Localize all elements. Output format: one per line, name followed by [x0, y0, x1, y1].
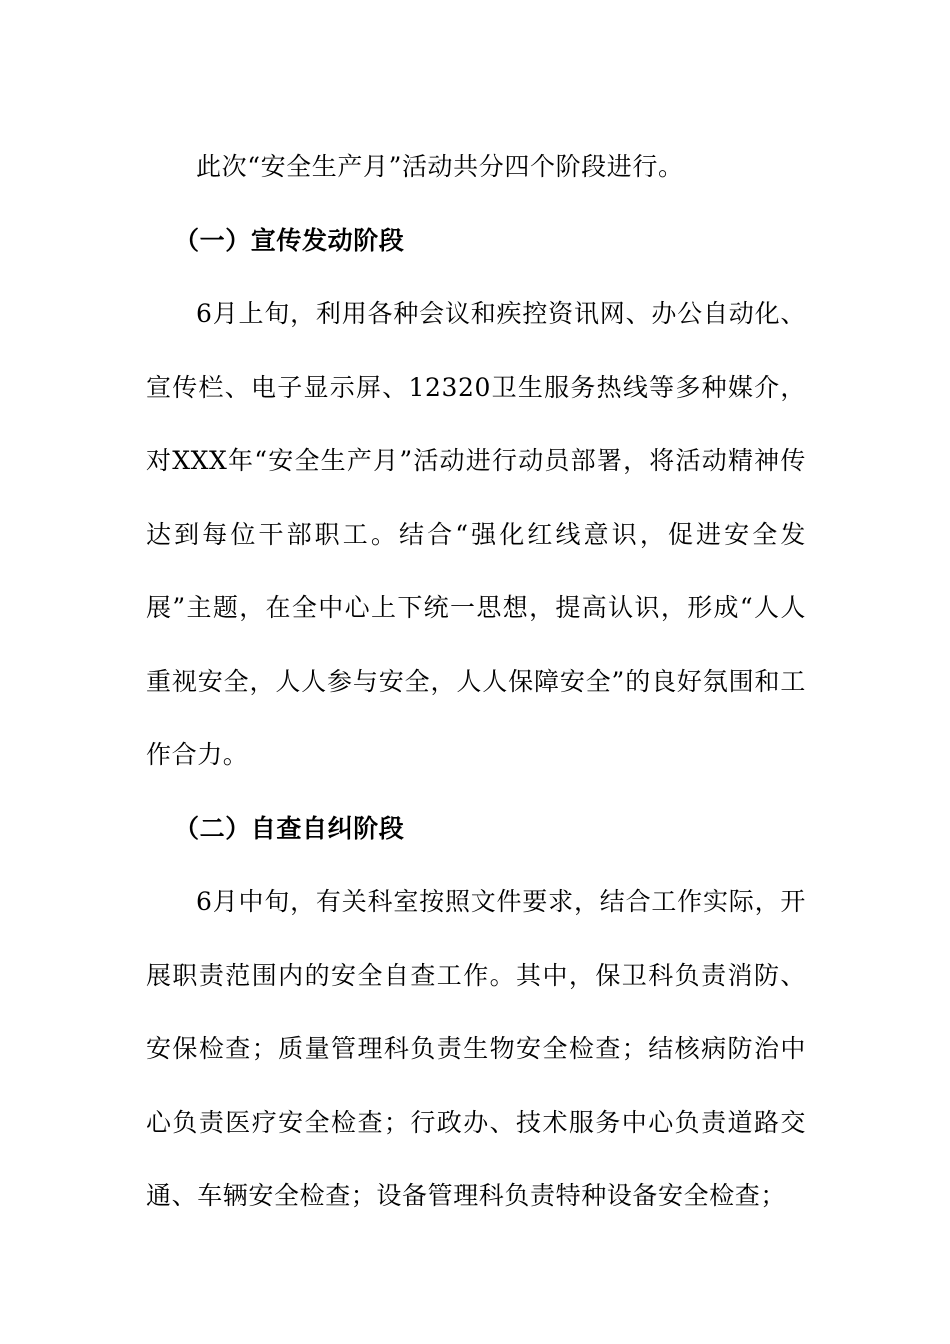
section-paragraph-2: 6月中旬，有关科室按照文件要求，结合工作实际，开展职责范围内的安全自查工作。其中，保卫科负责消防、安保检查；质量管理科负责生物安全检查；结核病防治中心负责医疗安全检查；行政办、技术服务中心负责道路交通、车辆安全检查；设备管理科负责特种设备安全检查； [146, 887, 806, 1210]
section-heading-2: （二）自查自纠阶段 [174, 813, 405, 843]
document-body [146, 130, 806, 1233]
intro-paragraph: 此次“安全生产月”活动共分四个阶段进行。 [196, 152, 684, 181]
section-heading-1: （一）宣传发动阶段 [174, 225, 405, 255]
section-paragraph-1: 6月上旬，利用各种会议和疾控资讯网、办公自动化、宣传栏、电子显示屏、12320卫生服务热线等多种媒介，对XXX年“安全生产月”活动进行动员部署，将活动精神传达到每位干部职工。结合“强化红线意识，促进安全发展”主题，在全中心上下统一思想，提高认识，形成“人人重视安全，人人参与安全，人人保障安全”的良好氛围和工作合力。 [146, 299, 806, 769]
